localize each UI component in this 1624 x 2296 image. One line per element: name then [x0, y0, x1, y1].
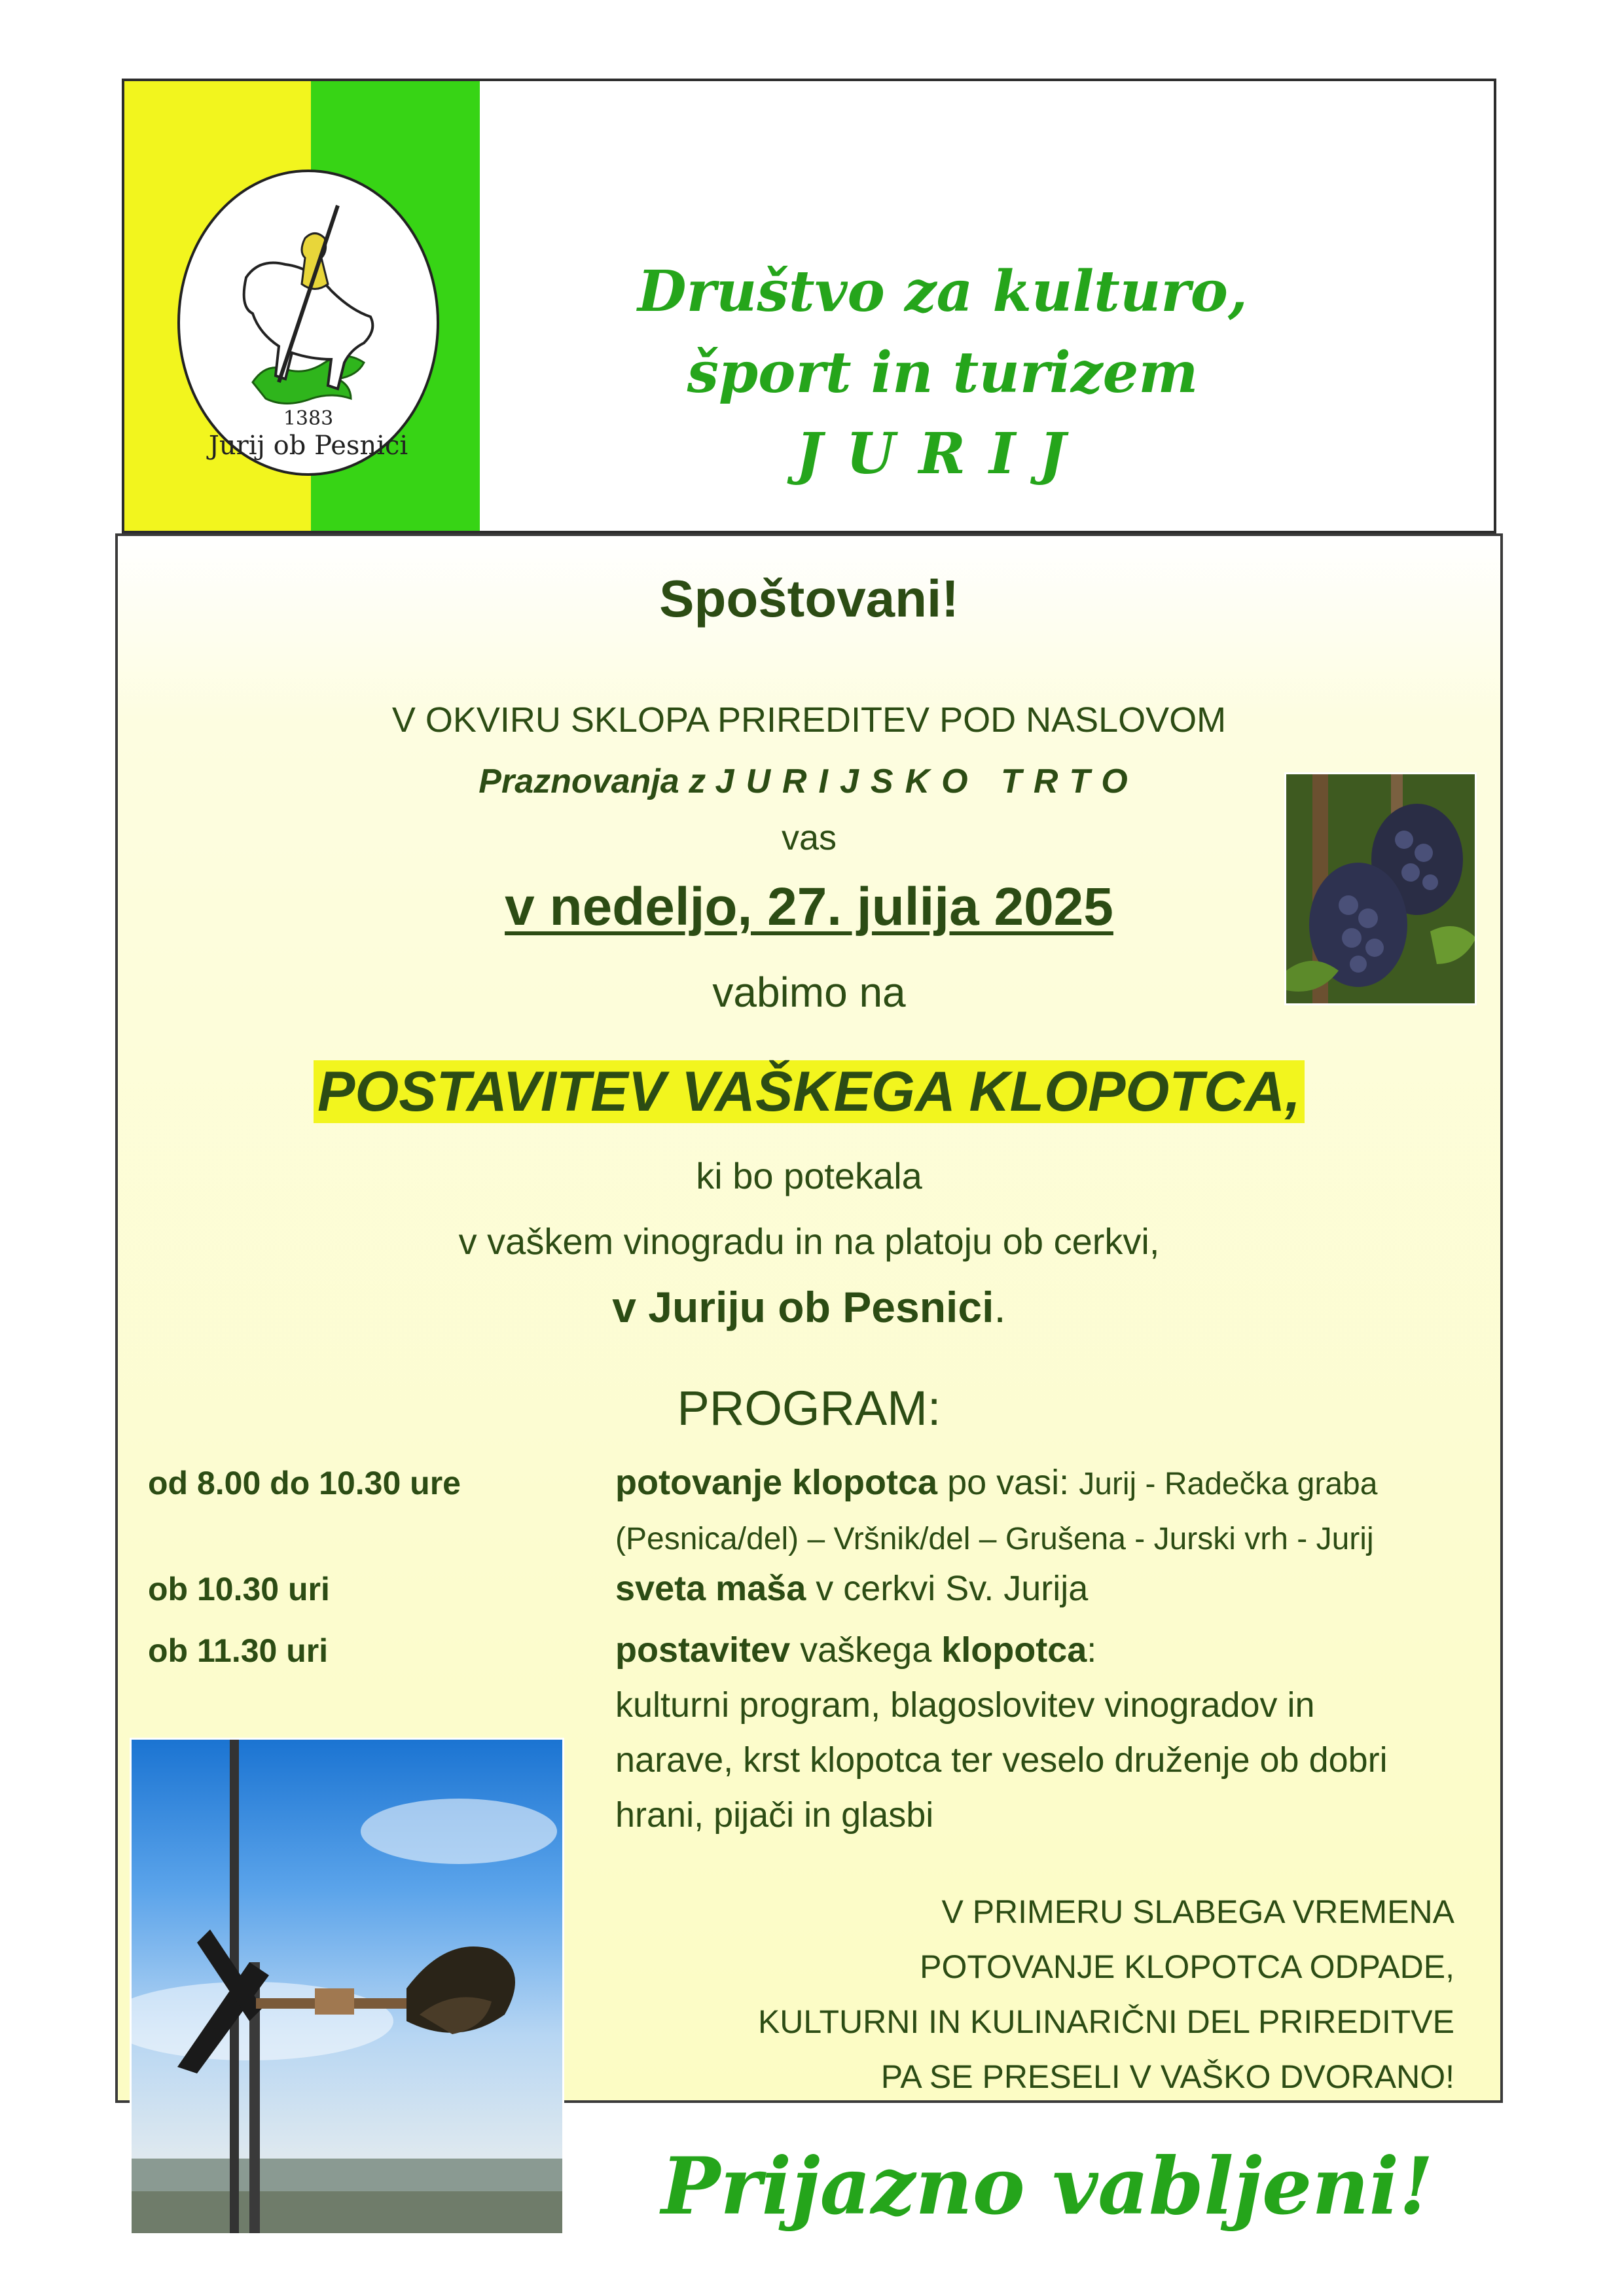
- series-name: JURIJSKO TRTO: [715, 762, 1140, 800]
- org-title: [517, 251, 1368, 495]
- klopotec-illustration: [132, 1740, 564, 2235]
- svg-text:Jurij ob Pesnici: Jurij ob Pesnici: [208, 431, 408, 461]
- program-line-3-4: hrani, pijači in glasbi: [615, 1795, 934, 1835]
- weather-line-1: V PRIMERU SLABEGA VREMENA: [941, 1893, 1454, 1930]
- program-time-2: ob 10.30 uri: [148, 1571, 330, 1607]
- weather-note: [734, 1884, 1454, 2104]
- vas-text: vas: [781, 818, 837, 857]
- org-name: JURIJ: [795, 421, 1090, 487]
- event-title: [118, 1060, 1500, 1124]
- grapes-photo: [1284, 772, 1477, 1005]
- event-date-text: v nedeljo, 27. julija 2025: [505, 877, 1113, 937]
- location-line-3: [118, 1282, 1500, 1332]
- program-route-2: (Pesnica/del) – Vršnik/del – Grušena - Jurski vrh - Jurij: [615, 1522, 1374, 1556]
- program-desc-1: [615, 1455, 1479, 1567]
- society-logo: [174, 166, 442, 479]
- klopotec-photo: [130, 1738, 564, 2235]
- location-place: v Juriju ob Pesnici: [612, 1283, 994, 1331]
- program-bold-3: postavitev: [615, 1630, 791, 1670]
- weather-line-3: KULTURNI IN KULINARIČNI DEL PRIREDITVE: [757, 2003, 1454, 2040]
- location-line-2: v vaškem vinogradu in na platoju ob cerkvi,: [458, 1221, 1160, 1262]
- program-bold-2: sveta maša: [615, 1569, 806, 1608]
- grapes-illustration: [1286, 774, 1477, 1005]
- program-time-3: ob 11.30 uri: [148, 1632, 329, 1669]
- program-title: PROGRAM:: [677, 1381, 941, 1435]
- program-line-3-3: narave, krst klopotca ter veselo druženje ob dobri: [615, 1740, 1388, 1780]
- intro-line: V OKVIRU SKLOPA PRIREDITEV POD NASLOVOM: [391, 700, 1227, 740]
- program-bold-1: potovanje klopotca: [615, 1463, 938, 1502]
- location-dot: .: [994, 1283, 1006, 1331]
- closing-text: Prijazno vabljeni!: [661, 2140, 1434, 2233]
- program-line-3-2: kulturni program, blagoslovitev vinogradov in: [615, 1685, 1315, 1725]
- svg-text:1383: 1383: [283, 407, 334, 430]
- event-title-text: POSTAVITEV VAŠKEGA KLOPOTCA,: [314, 1060, 1305, 1123]
- program-rest-3b: :: [1087, 1630, 1097, 1670]
- program-desc-2: [615, 1561, 1479, 1616]
- org-line-1: Društvo za kulturo,: [638, 259, 1248, 325]
- header-box: [122, 79, 1496, 533]
- program-rest-2: v cerkvi Sv. Jurija: [806, 1569, 1089, 1608]
- weather-line-4: PA SE PRESELI V VAŠKO DVORANO!: [880, 2058, 1454, 2095]
- greeting: Spoštovani!: [659, 569, 959, 628]
- program-rest-3: vaškega: [790, 1630, 942, 1670]
- weather-line-2: POTOVANJE KLOPOTCA ODPADE,: [920, 1948, 1454, 1985]
- invite-text: vabimo na: [712, 969, 906, 1016]
- program-bold-3b: klopotca: [941, 1630, 1087, 1670]
- program-route-1: Jurij - Radečka graba: [1079, 1467, 1378, 1501]
- program-rest-1: po vasi:: [937, 1463, 1079, 1502]
- program-desc-3: [615, 1623, 1479, 1842]
- location-line-1: ki bo potekala: [696, 1155, 922, 1196]
- series-prefix: Praznovanja z: [478, 762, 706, 800]
- program-time-1: od 8.00 do 10.30 ure: [148, 1465, 461, 1501]
- org-line-2: šport in turizem: [687, 340, 1199, 406]
